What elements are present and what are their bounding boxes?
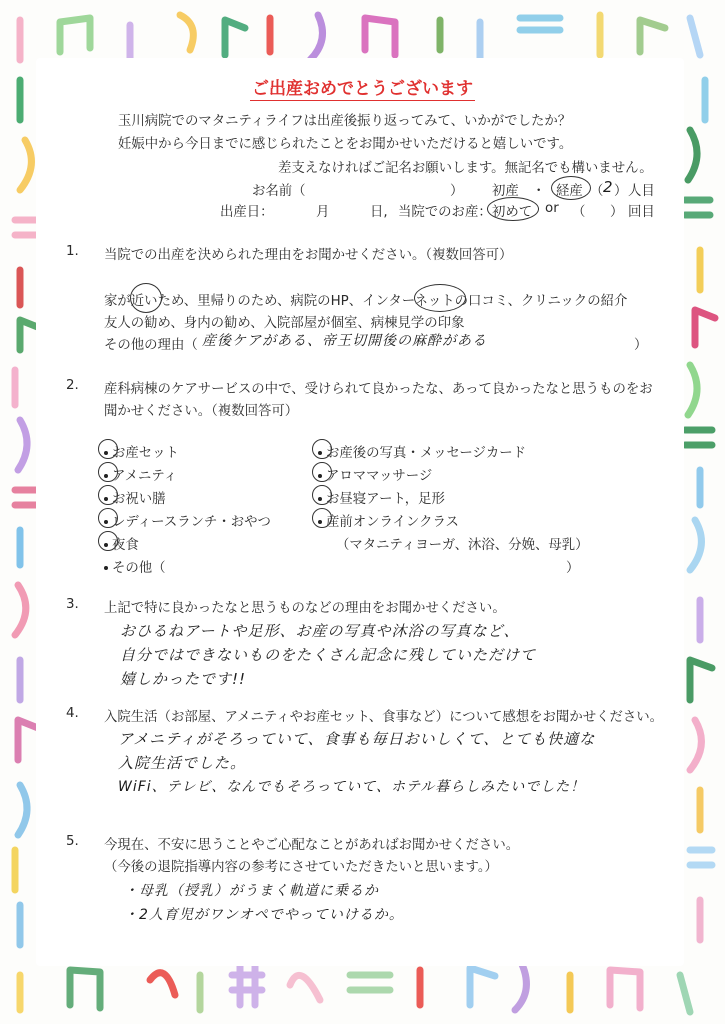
q3-number: 3. (66, 597, 79, 612)
times-close: ） (610, 205, 624, 220)
check-circle-aroma-massage (312, 462, 332, 482)
first-time-circle (487, 197, 539, 221)
primipara-label: 初産 (492, 184, 519, 199)
count-value: 2 (603, 178, 614, 196)
q2-text-line-2: 聞かせください。（複数回答可） (104, 404, 299, 419)
q5-answer-line-1: ・母乳（授乳）がうまく軌道に乗るか (124, 883, 379, 899)
name-label: お名前（ (252, 184, 306, 199)
q2-item-online-class: 産前オンラインクラス (318, 511, 459, 530)
q1-other-handwritten: 産後ケアがある、帝王切開後の麻酔がある (202, 333, 487, 349)
month-label: 月 (316, 205, 330, 220)
check-circle-photo-card (312, 439, 332, 459)
q3-answer-line-1: おひるねアートや足形、お産の写真や沐浴の写真など、 (120, 622, 520, 640)
q1-number: 1. (66, 244, 79, 259)
check-circle-birth-set (98, 439, 118, 459)
q4-answer-line-1: アメニティがそろっていて、食事も毎日おいしくて、とても快適な (118, 730, 596, 748)
q5-answer-line-2: ・2人育児がワンオペでやっていけるか。 (124, 907, 404, 923)
count-open: （ (590, 184, 604, 199)
q4-answer-line-2: 入院生活でした。 (118, 754, 247, 772)
check-circle-celebration-meal (98, 485, 118, 505)
q5-number: 5. (66, 834, 79, 849)
q1-options-line-1: 家が近いため、里帰りのため、病院のHP、インターネットの口コミ、クリニックの紹介 (104, 294, 628, 309)
q2-item-other: その他（ (104, 557, 166, 576)
day-label: 日, (370, 205, 388, 220)
name-close: ） (450, 184, 464, 199)
option-circle-near-home (130, 283, 162, 313)
page-title: ご出産おめでとうございます (252, 79, 473, 99)
times-open: （ (572, 205, 586, 220)
count-close: ） (614, 184, 628, 199)
q2-item-celebration-meal: お祝い膳 (104, 488, 166, 507)
check-circle-nap-art (312, 485, 332, 505)
q4-text: 入院生活（お部屋、アメニティやお産セット、食事など）について感想をお聞かせください。 (104, 710, 664, 725)
q1-options-line-2: 友人の勧め、身内の勧め、入院部屋が個室、病棟見学の印象 (104, 316, 465, 331)
q5-text: 今現在、不安に思うことやご心配なことがあればお聞かせください。 (104, 838, 520, 853)
multipara-circle (551, 176, 591, 200)
q2-number: 2. (66, 378, 79, 393)
times-unit: 回目 (628, 205, 655, 220)
or-label: or (545, 201, 559, 216)
q1-text: 当院での出産を決められた理由をお聞かせください。（複数回答可） (104, 248, 513, 263)
q3-answer-line-2: 自分ではできないものをたくさん記念に残していただけて (120, 646, 537, 664)
check-circle-amenity (98, 462, 118, 482)
q2-item-aroma-massage: アロママッサージ (318, 465, 432, 484)
multipara-label: 経産 (556, 184, 583, 199)
q3-answer-line-3: 嬉しかったです!! (120, 670, 247, 688)
q2-online-class-detail: （マタニティヨーガ、沐浴、分娩、母乳） (336, 538, 589, 553)
q2-text-line-1: 産科病棟のケアサービスの中で、受けられて良かったな、あって良かったなと思うものをお (104, 382, 653, 397)
count-unit: 人目 (628, 184, 655, 199)
first-time-label: 初めて (492, 205, 533, 220)
q2-item-amenity: アメニティ (104, 465, 177, 484)
hospital-birth-label: 当院でのお産： (398, 205, 492, 220)
q3-text: 上記で特に良かったなと思うものなどの理由をお聞かせください。 (104, 601, 506, 616)
intro-line-1: 玉川病院でのマタニティライフは出産後振り返ってみて、いかがでしたか？ (118, 114, 572, 129)
intro-line-3: 差支えなければご記名お願いします。無記名でも構いません。 (278, 161, 653, 176)
check-circle-ladies-lunch (98, 508, 118, 528)
dot-separator: ・ (532, 184, 546, 199)
intro-line-2: 妊娠中から今日までに感じられたことをお聞かせいただけると嬉しいです。 (118, 137, 573, 152)
q1-other-close: ） (634, 338, 648, 353)
q2-item-nap-art: お昼寝アート，足形 (318, 488, 445, 507)
q2-item-photo-card: お産後の写真・メッセージカード (318, 442, 526, 461)
q2-item-night-snack: 夜食 (104, 534, 139, 553)
q4-number: 4. (66, 706, 79, 721)
q4-answer-line-3: WiFi、テレビ、なんでもそろっていて、ホテル暮らしみたいでした！ (118, 779, 586, 795)
q2-item-ladies-lunch: レディースランチ・おやつ (104, 511, 271, 530)
q5-subtext: （今後の退院指導内容の参考にさせていただきたいと思います。） (104, 860, 498, 875)
check-circle-online-class (312, 508, 332, 528)
birth-date-label: 出産日： (220, 205, 274, 220)
q1-other-label: その他の理由（ (104, 338, 198, 353)
option-circle-internet (414, 284, 466, 312)
q2-item-birth-set: お産セット (104, 442, 179, 461)
check-circle-night-snack (98, 531, 118, 551)
q2-other-close: ） (566, 561, 580, 576)
